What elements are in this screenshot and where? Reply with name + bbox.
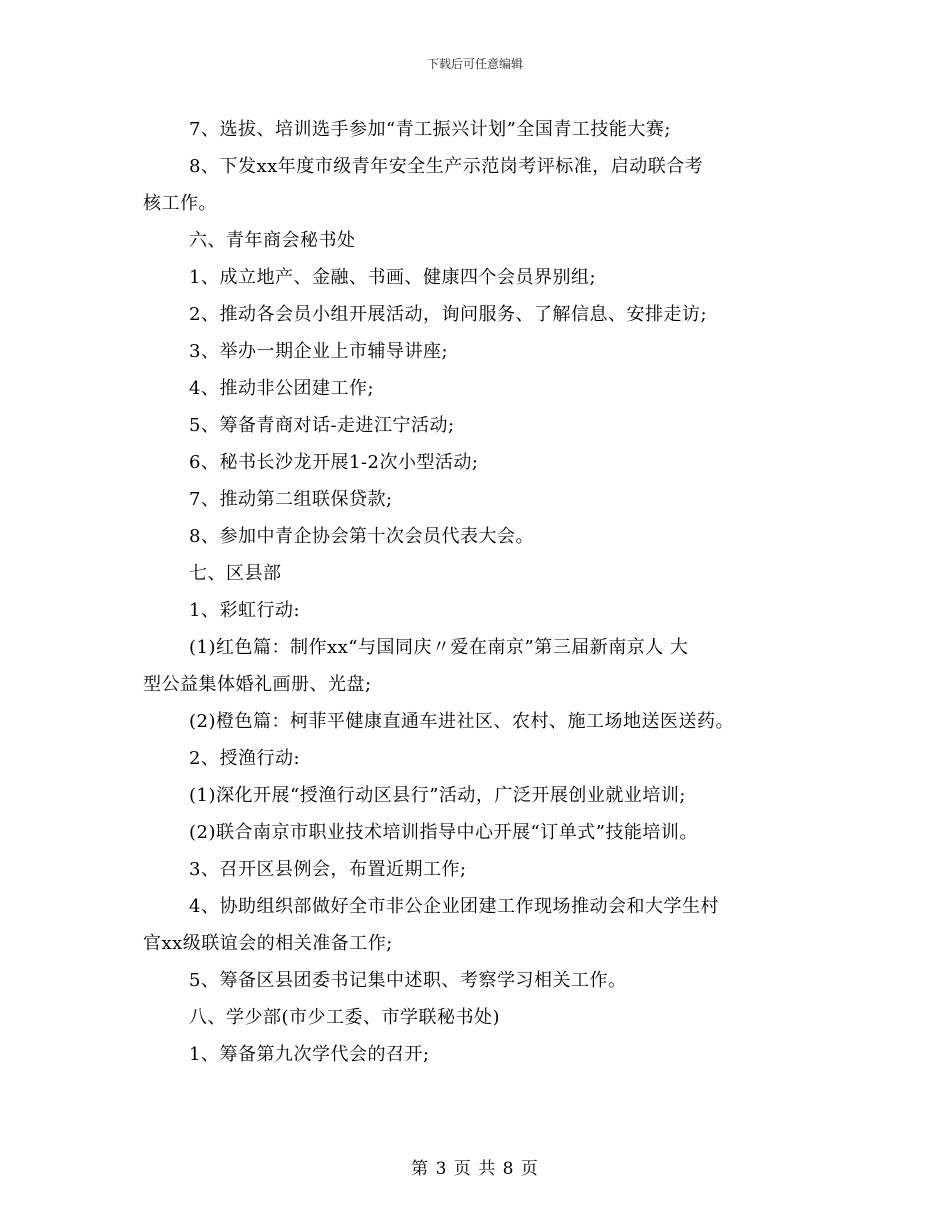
text-line: 核工作。 xyxy=(143,193,217,214)
text-line: 8、参加中青企协会第十次会员代表大会。 xyxy=(189,526,534,547)
text-line: 3、举办一期企业上市辅导讲座; xyxy=(189,341,449,362)
text-line: 4、协助组织部做好全市非公企业团建工作现场推动会和大学生村 xyxy=(189,896,719,917)
text-line: 1、筹备第九次学代会的召开; xyxy=(189,1044,430,1065)
text-line: (2)橙色篇：柯菲平健康直通车进社区、农村、施工场地送医送药。 xyxy=(189,711,734,732)
text-line: 七、区县部 xyxy=(189,563,282,584)
text-line: 7、选拔、培训选手参加“青工振兴计划”全国青工技能大赛; xyxy=(189,119,671,140)
text-line: 八、学少部(市少工委、市学联秘书处) xyxy=(189,1007,501,1028)
text-line: 5、筹备青商对话-走进江宁活动; xyxy=(189,415,455,436)
text-line: 1、彩虹行动: xyxy=(189,600,301,621)
document-body xyxy=(143,111,823,1073)
text-line: 2、授渔行动: xyxy=(189,748,301,769)
text-line: 六、青年商会秘书处 xyxy=(189,230,356,251)
text-line: 2、推动各会员小组开展活动，询问服务、了解信息、安排走访; xyxy=(189,304,708,325)
page-footer: 第 3 页 共 8 页 xyxy=(411,1159,539,1179)
text-line: (1)红色篇：制作xx“与国同庆〃爱在南京”第三届新南京人 大 xyxy=(189,637,689,658)
page-header: 下载后可任意编辑 xyxy=(426,57,523,71)
text-line: 1、成立地产、金融、书画、健康四个会员界别组; xyxy=(189,267,597,288)
text-line: 5、筹备区县团委书记集中述职、考察学习相关工作。 xyxy=(189,970,627,991)
text-line: (2)联合南京市职业技术培训指导中心开展“订单式”技能培训。 xyxy=(189,822,698,843)
text-line: 7、推动第二组联保贷款; xyxy=(189,489,393,510)
text-line: 6、秘书长沙龙开展1-2次小型活动; xyxy=(189,452,479,473)
text-line: 官xx级联谊会的相关准备工作; xyxy=(143,933,393,954)
text-line: 型公益集体婚礼画册、光盘; xyxy=(143,674,372,695)
text-line: 3、召开区县例会，布置近期工作; xyxy=(189,859,467,880)
text-line: 8、下发xx年度市级青年安全生产示范岗考评标准，启动联合考 xyxy=(189,156,704,177)
text-line: 4、推动非公团建工作; xyxy=(189,378,375,399)
text-line: (1)深化开展“授渔行动区县行”活动，广泛开展创业就业培训; xyxy=(189,785,686,806)
